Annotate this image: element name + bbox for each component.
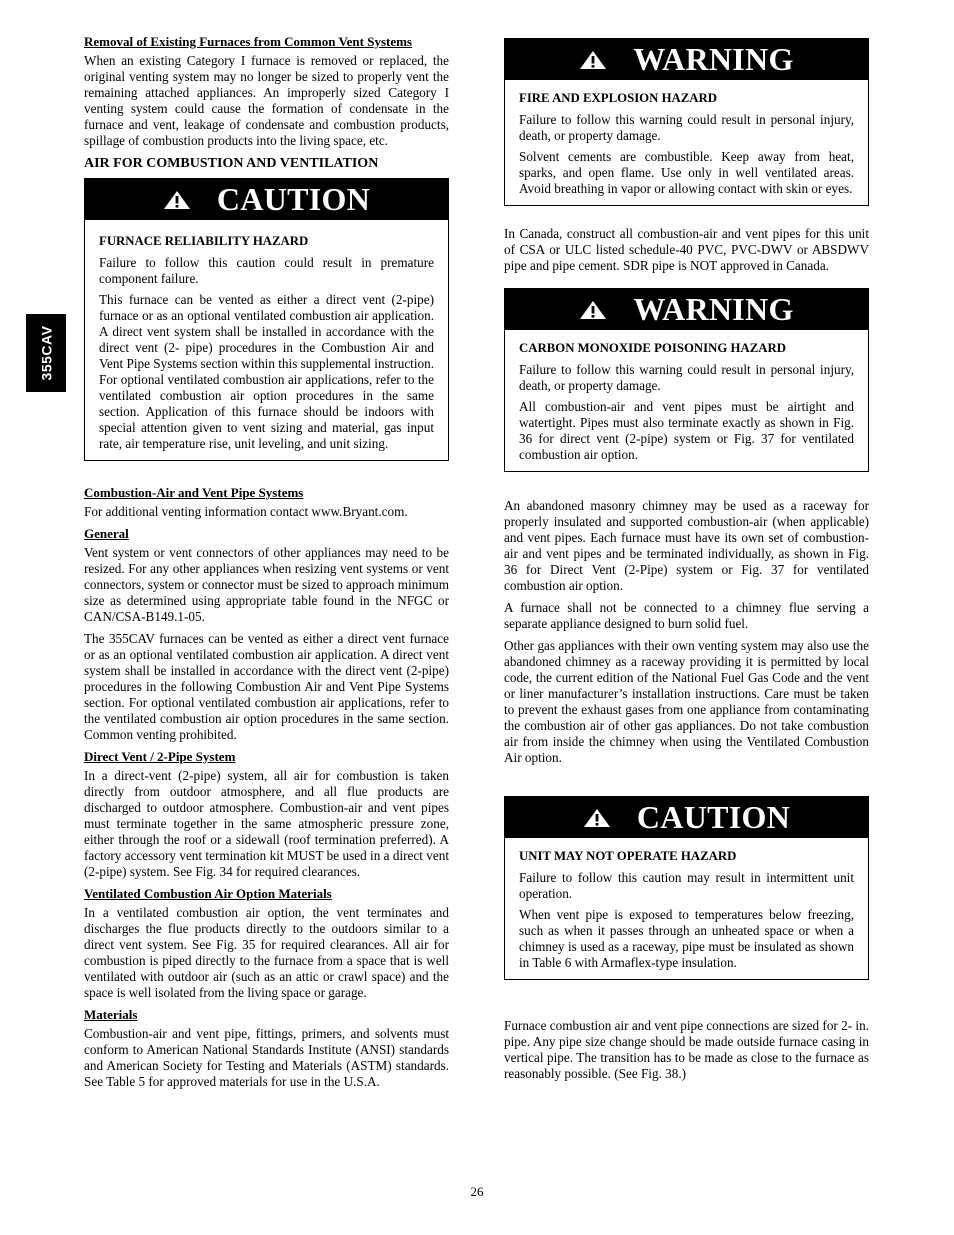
systems-text: For additional venting information contact www.Bryant.com. xyxy=(84,504,408,519)
chimney-text-3: Other gas appliances with their own venting system may also use the abandoned chimney as a raceway providing it is permitted by local code, the current edition of the National Fuel Gas Code and the vent or liner manufacturer’s installation instructions. Care must be taken to prevent the exhaust gases from one appliance from contaminating the combustion air of other gas appliances. Do not take combustion air from inside the chimney when using the Ventilated Combustion Air option. xyxy=(504,638,869,765)
air-section-heading: AIR FOR COMBUSTION AND VENTILATION xyxy=(84,156,379,171)
direct-vent-text: In a direct-vent (2-pipe) system, all air for combustion is taken directly from outdoor atmosphere, and all flue products are discharged to outdoor atmosphere. Combustion-air and vent pipes must terminate together in the same atmospheric pressure zone, either through the roof or a sidewall (roof termination preferred). A factory accessory vent termination kit MUST be used in a direct vent (2-pipe) system. See Fig. 34 for required clearances. xyxy=(84,768,449,879)
warning-triangle-icon xyxy=(583,808,611,828)
warning-text-2: All combustion-air and vent pipes must be airtight and watertight. Pipes must also terminate exactly as shown in Fig. 36 for direct vent (2-pipe) system or Fig. 37 for ventilated combustion air option. xyxy=(519,399,854,462)
warning-triangle-icon xyxy=(163,190,191,210)
page-number: 26 xyxy=(470,1184,484,1199)
removal-heading: Removal of Existing Furnaces from Common Vent Systems xyxy=(84,34,412,49)
warning-text-2: Solvent cements are combustible. Keep away from heat, sparks, and open flame. Use only in well ventilated areas. Avoid breathing in vapor or allowing contact with skin or eyes. xyxy=(519,149,854,196)
right-column xyxy=(504,34,869,1088)
left-column xyxy=(84,34,449,1096)
warning-box-fire xyxy=(504,38,869,206)
warning-hazard-title: CARBON MONOXIDE POISONING HAZARD xyxy=(519,341,786,355)
direct-vent-heading: Direct Vent / 2-Pipe System xyxy=(84,749,236,764)
warning-triangle-icon xyxy=(579,50,607,70)
caution-title: CAUTION xyxy=(636,799,791,835)
warning-header xyxy=(505,289,868,330)
warning-header xyxy=(505,39,868,80)
warning-body xyxy=(505,80,868,205)
caution-text-1: Failure to follow this caution may result in intermittent unit operation. xyxy=(519,870,854,901)
warning-title: WARNING xyxy=(633,291,794,327)
warning-text-1: Failure to follow this warning could result in personal injury, death, or property damage. xyxy=(519,362,854,393)
caution-text-2: This furnace can be vented as either a direct vent (2-pipe) furnace or as an optional ventilated combustion air application. A direct vent system shall be installed in accordance with the direct vent (2- pipe) procedures in the Combustion Air and Vent Pipe Systems section within this supplemental instruction. For optional ventilated combustion air applications, refer to the ventilated combustion air option procedures in the same section. Application of this furnace should be indoors with special attention given to vent sizing and material, gas input rate, air temperature rise, unit leveling, and unit sizing. xyxy=(99,292,434,451)
warning-body xyxy=(505,330,868,471)
side-tab-label: 355CAV xyxy=(38,325,55,381)
caution-box-reliability xyxy=(84,178,449,461)
caution-text-1: Failure to follow this caution could result in premature component failure. xyxy=(99,255,434,286)
caution-header xyxy=(505,797,868,838)
caution-text-2: When vent pipe is exposed to temperatures below freezing, such as when it passes through an unheated space or when a chimney is used as a raceway, pipe must be insulated as shown in Table 6 with Armaflex-type insulation. xyxy=(519,907,854,970)
side-tab xyxy=(26,314,66,392)
materials-text: Combustion-air and vent pipe, fittings, primers, and solvents must conform to American National Standards Institute (ANSI) standards and American Society for Testing and Materials (ASTM) standards. See Table 5 for approved materials for use in the U.S.A. xyxy=(84,1026,449,1089)
warning-triangle-icon xyxy=(579,300,607,320)
closing-text: Furnace combustion air and vent pipe connections are sized for 2- in. pipe. Any pipe size change should be made outside furnace casing in vertical pipe. The transition has to be made as close to the furnace as reasonably possible. (See Fig. 38.) xyxy=(504,1018,869,1081)
caution-hazard-title: UNIT MAY NOT OPERATE HAZARD xyxy=(519,849,737,863)
warning-hazard-title: FIRE AND EXPLOSION HAZARD xyxy=(519,91,718,105)
warning-text-1: Failure to follow this warning could result in personal injury, death, or property damage. xyxy=(519,112,854,143)
caution-hazard-title: FURNACE RELIABILITY HAZARD xyxy=(99,234,309,248)
ventilated-text: In a ventilated combustion air option, the vent terminates and discharges the flue products directly to the outdoors similar to a direct vent system. See Fig. 35 for required clearances. All air for combustion is piped directly to the furnace from a space that is well ventilated with outdoor air (such as an attic or crawl space) and the space is well isolated from the living space or garage. xyxy=(84,905,449,1000)
ventilated-heading: Ventilated Combustion Air Option Materials xyxy=(84,886,332,901)
chimney-text-1: An abandoned masonry chimney may be used as a raceway for properly insulated and supported combustion-air (when applicable) and vent pipes. Each furnace must have its own set of combustion-air and vent pipes and be terminated individually, as shown in Fig. 36 for Direct Vent (2-Pipe) system or Fig. 37 for ventilated combustion air option. xyxy=(504,498,869,593)
caution-title: CAUTION xyxy=(216,181,371,217)
general-text-1: Vent system or vent connectors of other appliances may need to be resized. For any other appliances when resizing vent systems or vent connectors, system or connector must be sized to approach minimum size as determined using appropriate table found in the NFGC or CAN/CSA-B149.1-05. xyxy=(84,545,449,624)
warning-title: WARNING xyxy=(633,41,794,77)
caution-header xyxy=(85,179,448,220)
systems-heading: Combustion-Air and Vent Pipe Systems xyxy=(84,485,304,500)
canada-text: In Canada, construct all combustion-air and vent pipes for this unit of CSA or ULC listed schedule-40 PVC, PVC-DWV or ABSDWV pipe and pipe cement. SDR pipe is NOT approved in Canada. xyxy=(504,226,869,273)
chimney-text-2: A furnace shall not be connected to a chimney flue serving a separate appliance designed to burn solid fuel. xyxy=(504,600,869,631)
caution-box-operate xyxy=(504,796,869,980)
general-heading: General xyxy=(84,526,129,541)
materials-heading: Materials xyxy=(84,1007,138,1022)
general-text-2: The 355CAV furnaces can be vented as either a direct vent furnace or as an optional ventilated combustion air application. A direct vent system shall be installed in accordance with the direct vent (2-pipe) procedures in the following Combustion Air and Vent Pipe Systems section. For optional ventilated combustion air applications, refer to the ventilated combustion air option procedures in the same section. Common venting prohibited. xyxy=(84,631,449,742)
caution-body xyxy=(85,220,448,460)
caution-body xyxy=(505,838,868,979)
removal-text: When an existing Category I furnace is removed or replaced, the original venting system may no longer be sized to properly vent the remaining attached appliances. An improperly sized Category I venting system could cause the formation of condensate in the furnace and vent, leakage of condensate and combustion products, spillage of combustion products into the living space, etc. xyxy=(84,53,449,148)
warning-box-carbon-monoxide xyxy=(504,288,869,472)
